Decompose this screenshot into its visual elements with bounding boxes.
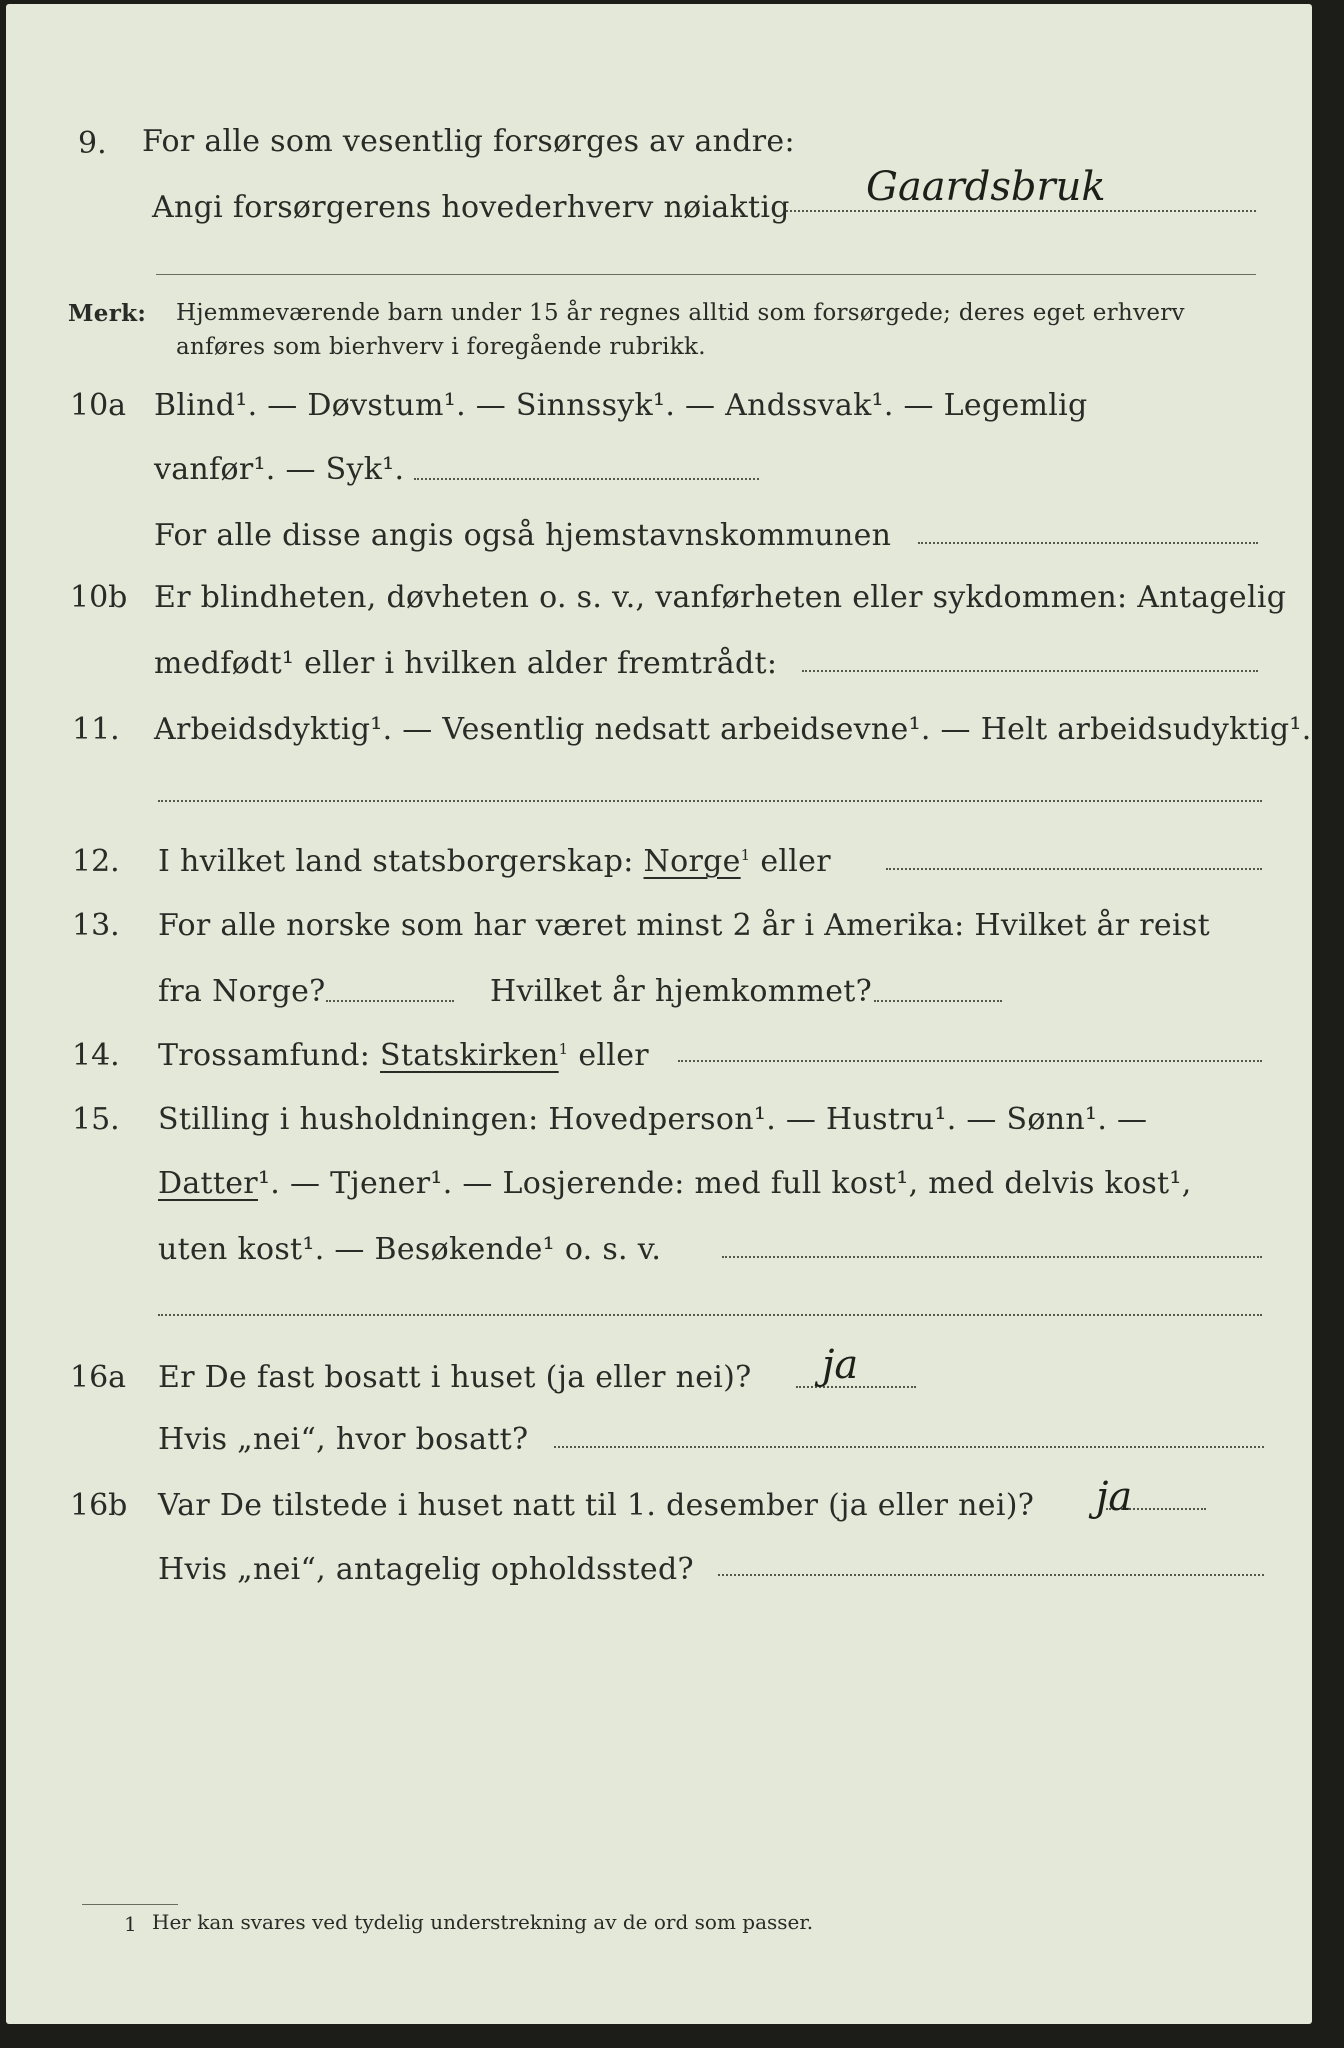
q16b-opphold-line	[718, 1574, 1264, 1576]
question-number-15: 15.	[72, 1102, 120, 1137]
merk-label: Merk:	[68, 300, 147, 327]
question-number-13: 13.	[72, 908, 120, 943]
q9-handwritten-answer: Gaardsbruk	[866, 164, 1106, 210]
q16a-line2: Hvis „nei“, hvor bosatt?	[158, 1422, 529, 1457]
q11-answer-line	[158, 800, 1262, 802]
q16b-line2: Hvis „nei“, antagelig opholdssted?	[158, 1552, 694, 1587]
q14-text: Trossamfund:	[158, 1038, 371, 1073]
footnote-rule	[82, 1904, 178, 1905]
q10a-line1: Blind¹. — Døvstum¹. — Sinnssyk¹. — Andssvak¹. — Legemlig	[154, 388, 1088, 423]
question-number-12: 12.	[72, 844, 120, 879]
q16b-handwritten-answer: ja	[1096, 1474, 1133, 1520]
q10b-line2: medfødt¹ eller i hvilken alder fremtrådt:	[154, 646, 778, 681]
q15-extra-line	[158, 1314, 1262, 1316]
q15-line1: Stilling i husholdningen: Hovedperson¹. — Hustru¹. — Sønn¹. —	[158, 1102, 1148, 1137]
q13-line2a: fra Norge?	[158, 974, 326, 1009]
q13-reist-line	[326, 1000, 454, 1002]
q10a-line2: vanfør¹. — Syk¹.	[154, 452, 405, 487]
q16a-handwritten-answer: ja	[822, 1342, 859, 1388]
q15-option-datter: Datter	[158, 1166, 258, 1201]
q9-extra-line	[156, 274, 1256, 275]
q12-eller: eller	[760, 844, 831, 879]
q12-footnote-ref: 1	[740, 846, 751, 864]
q13-line1: For alle norske som har været minst 2 år i Amerika: Hvilket år reist	[158, 908, 1210, 943]
q16b-line1: Var De tilstede i huset natt til 1. desember (ja eller nei)?	[158, 1488, 1035, 1523]
footnote-marker: 1	[124, 1912, 137, 1936]
q12-text: I hvilket land statsborgerskap:	[158, 844, 634, 879]
question-number-9: 9.	[78, 126, 107, 161]
q15-line2-rest: ¹. — Tjener¹. — Losjerende: med full kost¹, med delvis kost¹,	[257, 1166, 1192, 1201]
q9-line2: Angi forsørgerens hovederhverv nøiaktig	[152, 190, 790, 225]
q10a-line3: For alle disse angis også hjemstavnskommunen	[154, 518, 892, 553]
q11-line1: Arbeidsdyktig¹. — Vesentlig nedsatt arbeidsevne¹. — Helt arbeidsudyktig¹.	[154, 712, 1312, 747]
q14-option-statskirken: Statskirken	[380, 1038, 559, 1073]
q10b-answer-line	[802, 670, 1258, 672]
q12-answer-line	[886, 868, 1262, 870]
q10a-hjemstavn-line	[918, 542, 1258, 544]
question-number-11: 11.	[72, 712, 120, 747]
q14-question	[158, 1038, 649, 1073]
q14-eller: eller	[578, 1038, 649, 1073]
q13-hjemkommet-line	[874, 1000, 1002, 1002]
question-number-10b: 10b	[70, 580, 128, 615]
footnote-text: Her kan svares ved tydelig understrekning av de ord som passer.	[152, 1910, 814, 1934]
q14-footnote-ref: 1	[558, 1040, 569, 1058]
q15-line2	[158, 1166, 1192, 1201]
merk-line2: anføres som bierhverv i foregående rubrikk.	[176, 334, 706, 360]
q16a-bosatt-line	[554, 1446, 1264, 1448]
question-number-10a: 10a	[70, 388, 127, 423]
q15-answer-line	[722, 1256, 1262, 1258]
q12-question	[158, 844, 831, 879]
merk-line1: Hjemmeværende barn under 15 år regnes alltid som forsørgede; deres eget erhverv	[176, 300, 1185, 326]
q9-answer-line	[786, 210, 1256, 212]
question-number-14: 14.	[72, 1038, 120, 1073]
q13-line2b: Hvilket år hjemkommet?	[490, 974, 873, 1009]
question-number-16b: 16b	[70, 1488, 128, 1523]
q10a-syk-line	[414, 478, 759, 480]
q16a-line1: Er De fast bosatt i huset (ja eller nei)?	[158, 1360, 752, 1395]
question-number-16a: 16a	[70, 1360, 127, 1395]
q15-line3: uten kost¹. — Besøkende¹ o. s. v.	[158, 1232, 662, 1267]
q12-option-norge: Norge	[643, 844, 741, 879]
census-form-page	[6, 4, 1312, 2024]
q14-answer-line	[678, 1060, 1262, 1062]
q9-line1: For alle som vesentlig forsørges av andre:	[142, 124, 795, 159]
q10b-line1: Er blindheten, døvheten o. s. v., vanførheten eller sykdommen: Antagelig	[154, 580, 1287, 615]
